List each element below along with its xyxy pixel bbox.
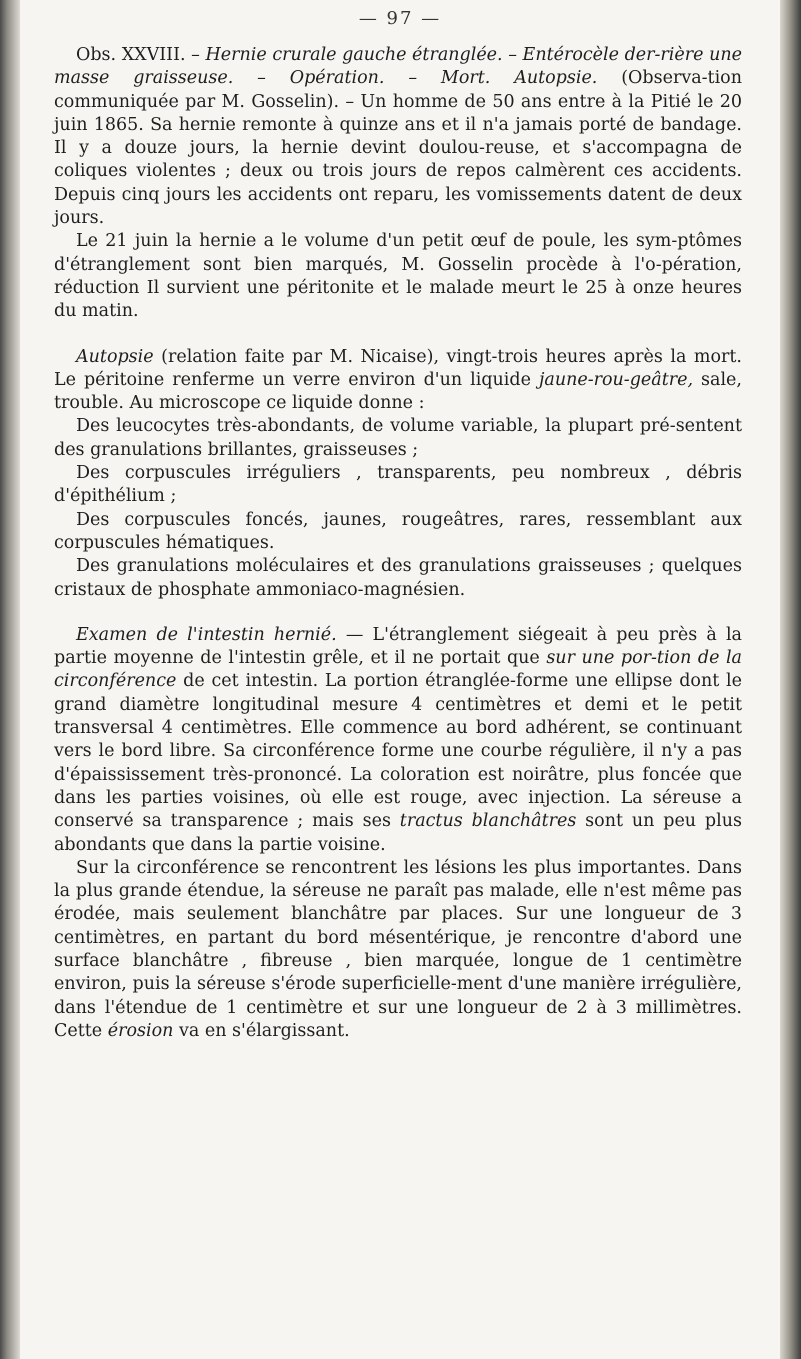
autopsie-emphasis: jaune-rou-geâtre,: [538, 369, 694, 390]
examen-emphasis: sur une por-tion de la circonférence: [54, 648, 742, 692]
autopsie-paragraph: [54, 346, 742, 416]
obs-number: XXVIII.: [121, 45, 186, 65]
list-item: Des leucocytes très-abondants, de volume variable, la plupart pré-sentent des granulations brillantes, graisseuses ;: [54, 416, 742, 460]
page-number: — 97 —: [358, 8, 442, 29]
lesions-emphasis: érosion: [107, 1020, 174, 1041]
list-item: Des granulations moléculaires et des granulations graisseuses ; quelques cristaux de phosphate ammoniaco-magnésien.: [54, 556, 742, 600]
left-binding-edge: [0, 0, 20, 1359]
obs-body: (Observa-tion communiquée par M. Gosselin). – Un homme de 50 ans entre à la Pitié le 20 juin 1865. Sa hernie remonte à quinze ans et il n'a jamais porté de bandage. Il y a douze jours, la hernie devint doulou-reuse, et s'accompagna de coliques violentes ; deux ou trois jours de repos calmèrent ces accidents. Depuis cinq jours les accidents ont reparu, les vomissements datent de deux jours.: [54, 68, 742, 229]
examen-text-c: sont un peu plus abondants que dans la partie voisine.: [54, 811, 742, 855]
autopsie-text-b: sale, trouble. Au microscope ce liquide donne :: [54, 369, 742, 414]
body-text: [54, 44, 742, 1043]
paragraph-operation: Le 21 juin la hernie a le volume d'un petit œuf de poule, les sym-ptômes d'étranglement sont bien marqués, M. Gosselin procède à l'o-pération, réduction Il survient une péritonite et le malade meurt le 25 à onze heures du matin.: [54, 231, 742, 322]
lesions-paragraph: [54, 857, 742, 1043]
list-item: Des corpuscules foncés, jaunes, rougeâtres, rares, ressemblant aux corpuscules hématiques.: [54, 509, 742, 553]
lesions-text-b: va en s'élargissant.: [178, 1020, 350, 1041]
autopsie-label: Autopsie: [76, 346, 154, 367]
examen-emphasis-2: tractus blanchâtres: [399, 811, 577, 832]
examen-label: Examen de l'intestin hernié.: [76, 624, 337, 645]
right-binding-edge: [780, 0, 801, 1359]
obs-title: – Hernie crurale gauche étranglée. – Entérocèle der-rière une masse graisseuse. – Opération. – Mort. Autopsie.: [54, 45, 742, 89]
list-item: Des corpuscules irréguliers , transparents, peu nombreux , débris d'épithélium ;: [54, 463, 742, 507]
observation-paragraph: [54, 44, 742, 230]
obs-label: Obs.: [76, 45, 117, 65]
examen-text-a: — L'étranglement siégeait à peu près à la partie moyenne de l'intestin grêle, et il ne portait que: [54, 624, 742, 669]
book-page: [20, 0, 780, 1359]
examen-text-b: de cet intestin. La portion étranglée-forme une ellipse dont le grand diamètre longitudinal mesure 4 centimètres et demi et le petit transversal 4 centimètres. Elle commence au bord adhérent, se continuant vers le bord libre. Sa circonférence forme une courbe régulière, il n'y a pas d'épaississement très-prononcé. La coloration est noirâtre, plus foncée que dans les parties voisines, où elle est rouge, avec injection. La séreuse a conservé sa transparence ; mais ses: [54, 671, 742, 832]
lesions-text-a: Sur la circonférence se rencontrent les lésions les plus importantes. Dans la plus grande étendue, la séreuse ne paraît pas malade, elle n'est même pas érodée, mais seulement blanchâtre par places. Sur une longueur de 3 centimètres, en partant du bord mésentérique, je rencontre d'abord une surface blanchâtre , fibreuse , bien marquée, longue de 1 centimètre environ, puis la séreuse s'érode superficielle-ment d'une manière irrégulière, dans l'étendue de 1 centimètre et sur une longueur de 2 à 3 millimètres. Cette: [54, 857, 742, 1041]
examen-paragraph: [54, 624, 742, 857]
autopsie-text-a: (relation faite par M. Nicaise), vingt-trois heures après la mort. Le péritoine renferme un verre environ d'un liquide: [54, 346, 742, 390]
